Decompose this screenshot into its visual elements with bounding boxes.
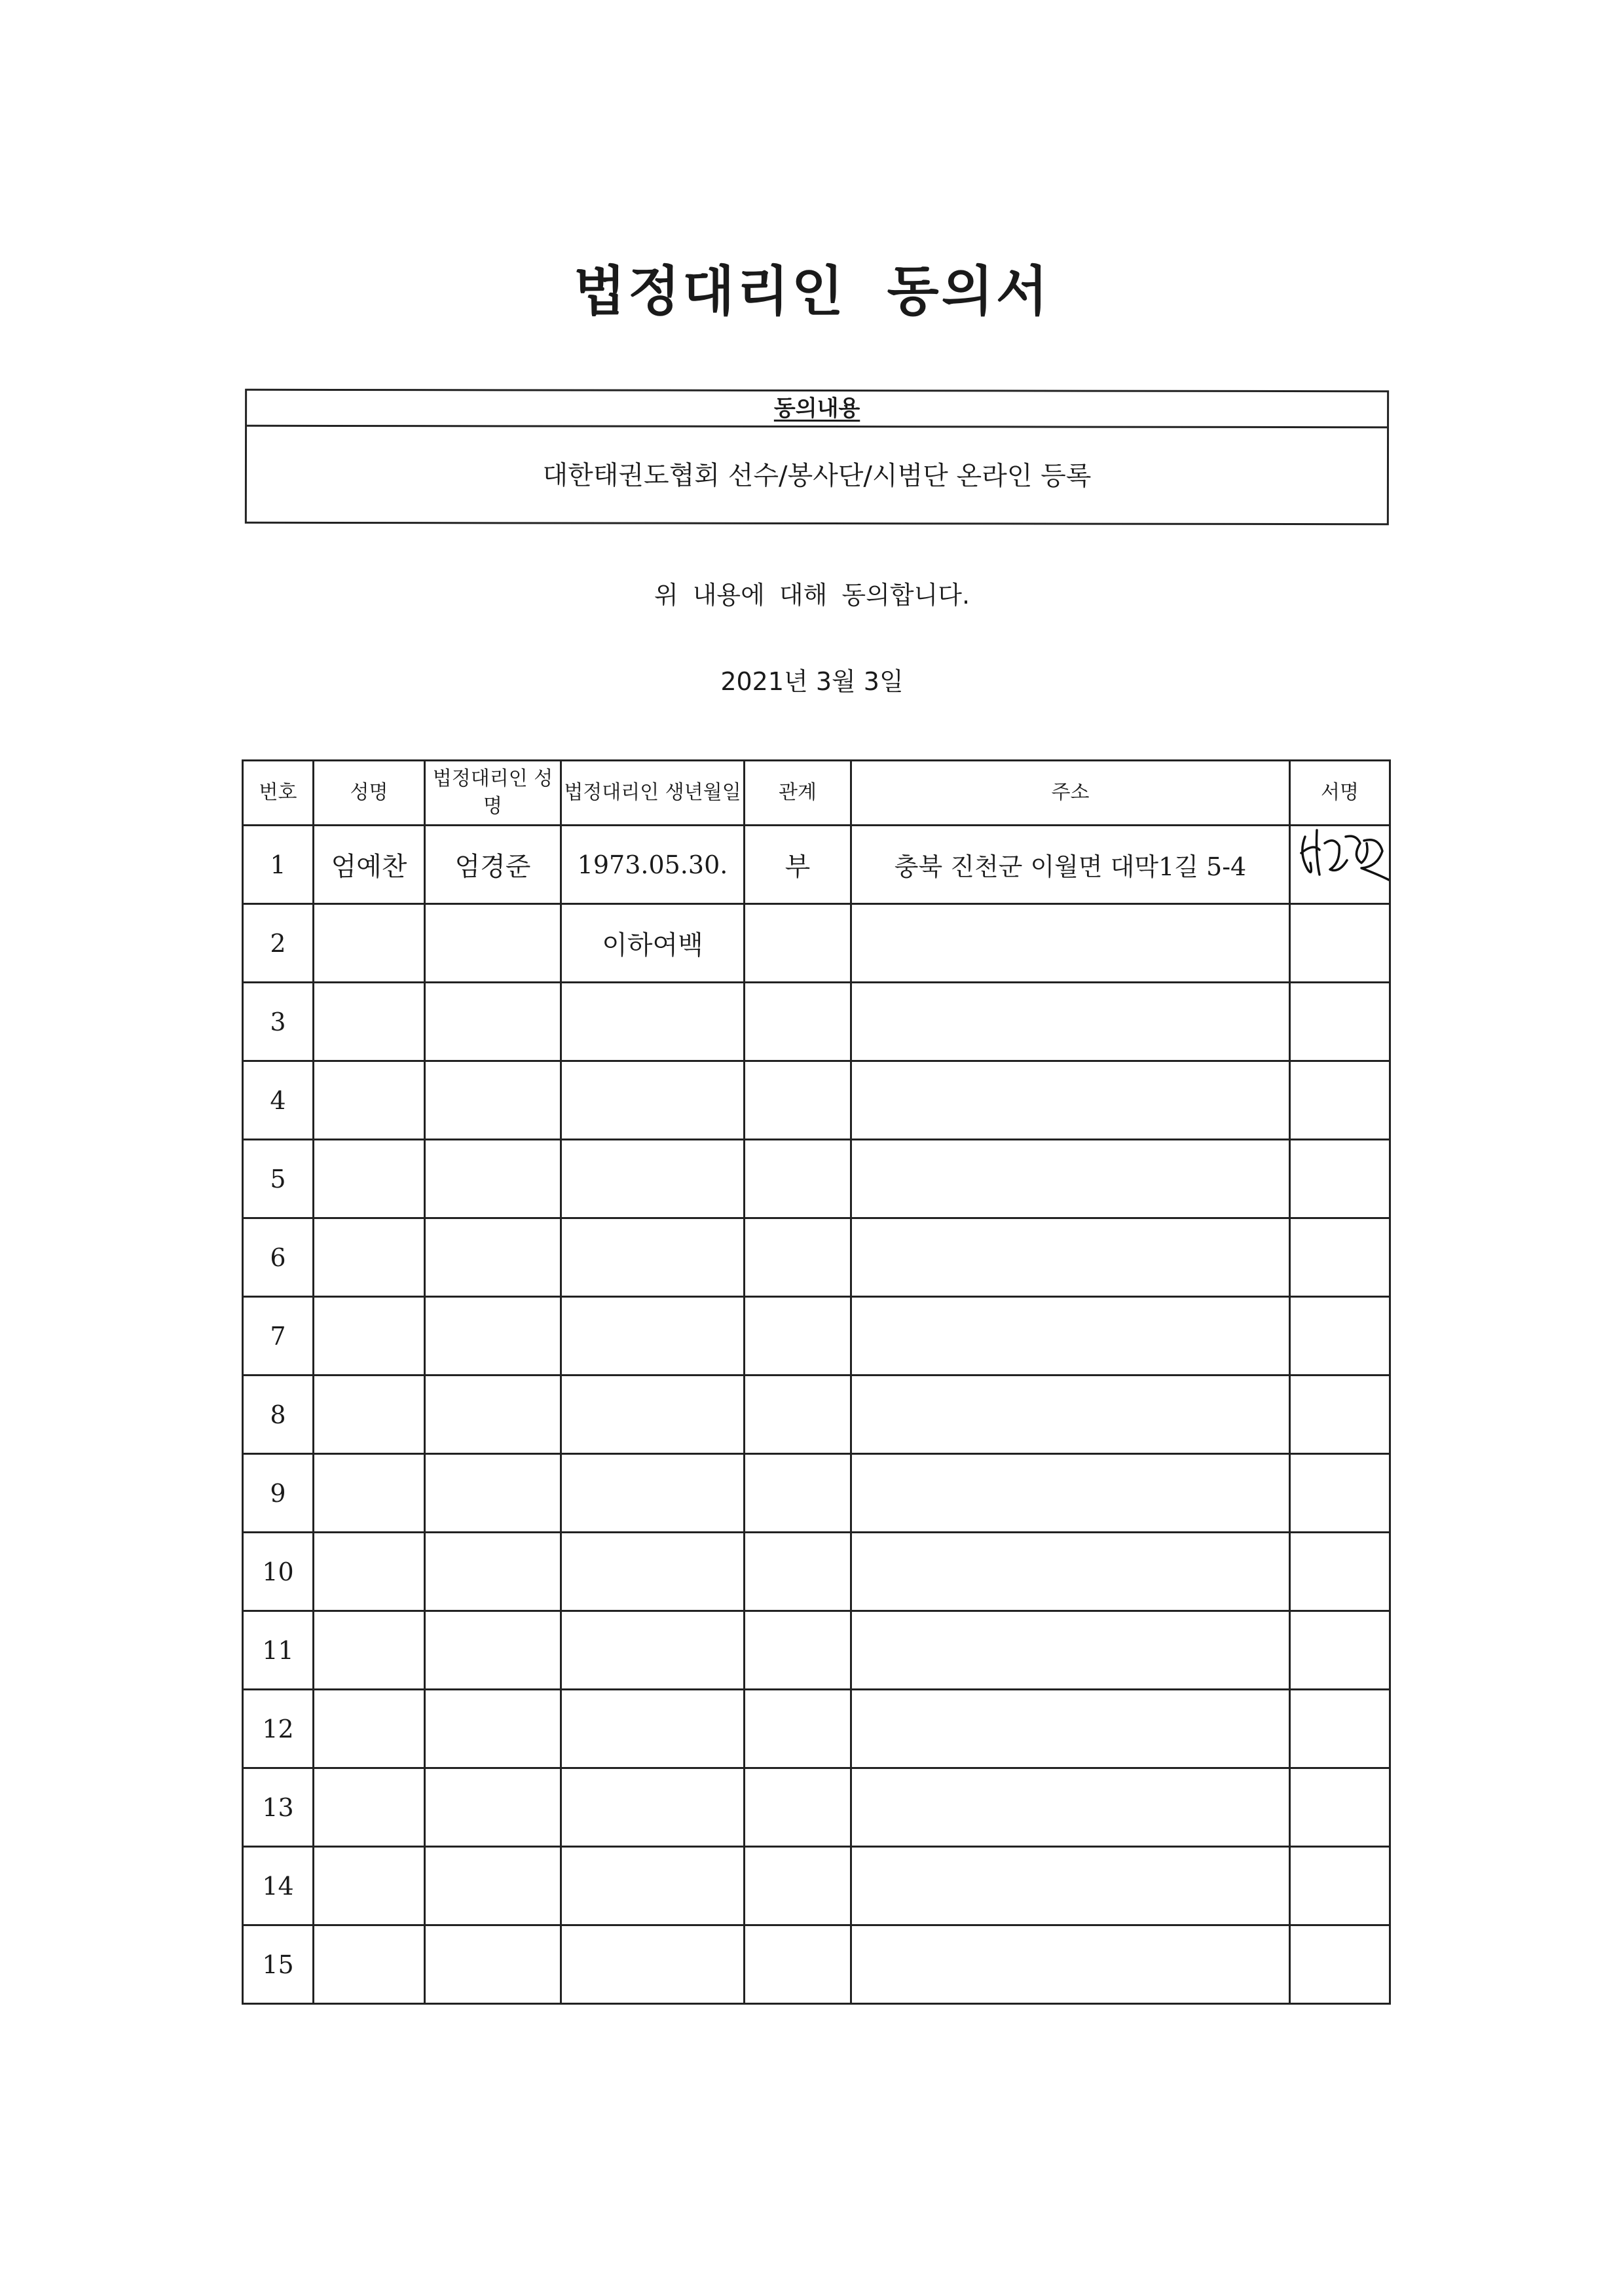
cell-no: 4	[243, 1061, 314, 1140]
cell-guardian-birth	[561, 1611, 745, 1690]
col-header-guardian-birth: 법정대리인 생년월일	[561, 761, 745, 826]
cell-relation	[745, 1376, 851, 1454]
cell-address	[851, 1140, 1290, 1218]
cell-guardian-name	[425, 1690, 561, 1768]
cell-guardian-birth: 이하여백	[561, 904, 745, 983]
cell-no: 10	[243, 1533, 314, 1611]
table-row	[243, 1218, 1390, 1297]
cell-address	[851, 1847, 1290, 1925]
cell-name: 엄예찬	[314, 826, 425, 904]
cell-signature	[1290, 1768, 1390, 1847]
cell-address	[851, 1925, 1290, 2004]
cell-relation	[745, 1533, 851, 1611]
table-row	[243, 1533, 1390, 1611]
cell-address	[851, 1061, 1290, 1140]
cell-signature	[1290, 1454, 1390, 1533]
cell-name	[314, 1847, 425, 1925]
cell-guardian-name	[425, 1611, 561, 1690]
cell-relation	[745, 1454, 851, 1533]
cell-no: 9	[243, 1454, 314, 1533]
cell-guardian-name	[425, 1533, 561, 1611]
cell-address	[851, 904, 1290, 983]
consent-content-box	[245, 389, 1389, 525]
cell-guardian-name	[425, 1297, 561, 1376]
consent-header-label: 동의내용	[773, 395, 860, 422]
cell-name	[314, 1140, 425, 1218]
table-row	[243, 1140, 1390, 1218]
cell-address	[851, 1768, 1290, 1847]
table-row	[243, 1768, 1390, 1847]
cell-relation	[745, 1925, 851, 2004]
cell-relation	[745, 1061, 851, 1140]
table-row	[243, 1690, 1390, 1768]
cell-name	[314, 1454, 425, 1533]
cell-no: 15	[243, 1925, 314, 2004]
agreement-statement: 위 내용에 대해 동의합니다.	[654, 581, 970, 610]
cell-signature	[1290, 826, 1390, 904]
cell-no: 8	[243, 1376, 314, 1454]
cell-no: 12	[243, 1690, 314, 1768]
table-row	[243, 983, 1390, 1061]
col-header-no: 번호	[243, 761, 314, 826]
cell-address	[851, 983, 1290, 1061]
cell-guardian-birth: 1973.05.30.	[561, 826, 745, 904]
cell-no: 14	[243, 1847, 314, 1925]
cell-name	[314, 1690, 425, 1768]
table-row	[243, 1925, 1390, 2004]
cell-name	[314, 1611, 425, 1690]
cell-address: 충북 진천군 이월면 대막1길 5-4	[851, 826, 1290, 904]
table-header-row	[243, 761, 1390, 826]
cell-guardian-name	[425, 1218, 561, 1297]
cell-signature	[1290, 1140, 1390, 1218]
cell-guardian-birth	[561, 1454, 745, 1533]
cell-guardian-birth	[561, 1925, 745, 2004]
cell-relation: 부	[745, 826, 851, 904]
cell-relation	[745, 904, 851, 983]
cell-relation	[745, 1847, 851, 1925]
cell-guardian-name	[425, 1140, 561, 1218]
cell-no: 1	[243, 826, 314, 904]
cell-guardian-birth	[561, 1768, 745, 1847]
cell-relation	[745, 983, 851, 1061]
table-row	[243, 1376, 1390, 1454]
cell-signature	[1290, 1297, 1390, 1376]
table-row	[243, 1611, 1390, 1690]
cell-no: 11	[243, 1611, 314, 1690]
table-row	[243, 1061, 1390, 1140]
table-row	[243, 1454, 1390, 1533]
cell-signature	[1290, 1061, 1390, 1140]
cell-guardian-name	[425, 904, 561, 983]
cell-address	[851, 1611, 1290, 1690]
cell-guardian-name	[425, 1376, 561, 1454]
cell-no: 3	[243, 983, 314, 1061]
cell-guardian-birth	[561, 1690, 745, 1768]
cell-address	[851, 1297, 1290, 1376]
cell-signature	[1290, 1925, 1390, 2004]
cell-signature	[1290, 1533, 1390, 1611]
cell-guardian-birth	[561, 1140, 745, 1218]
cell-address	[851, 1454, 1290, 1533]
cell-signature	[1290, 1376, 1390, 1454]
cell-name	[314, 1061, 425, 1140]
cell-name	[314, 1768, 425, 1847]
cell-guardian-birth	[561, 1847, 745, 1925]
cell-guardian-name	[425, 1454, 561, 1533]
cell-guardian-name	[425, 1768, 561, 1847]
cell-no: 6	[243, 1218, 314, 1297]
cell-relation	[745, 1140, 851, 1218]
handwritten-signature	[1291, 826, 1389, 903]
cell-address	[851, 1376, 1290, 1454]
cell-signature	[1290, 1847, 1390, 1925]
guardian-table	[242, 759, 1391, 2005]
cell-signature	[1290, 1611, 1390, 1690]
cell-guardian-birth	[561, 1376, 745, 1454]
cell-guardian-birth	[561, 983, 745, 1061]
cell-name	[314, 1925, 425, 2004]
cell-address	[851, 1690, 1290, 1768]
cell-name	[314, 983, 425, 1061]
col-header-guardian-name: 법정대리인 성명	[425, 761, 561, 826]
cell-no: 13	[243, 1768, 314, 1847]
table-row	[243, 904, 1390, 983]
page-title: 법정대리인 동의서	[573, 261, 1051, 323]
cell-relation	[745, 1690, 851, 1768]
cell-guardian-name	[425, 1847, 561, 1925]
cell-guardian-birth	[561, 1297, 745, 1376]
cell-name	[314, 1376, 425, 1454]
cell-signature	[1290, 1218, 1390, 1297]
cell-name	[314, 1218, 425, 1297]
cell-guardian-name	[425, 1061, 561, 1140]
cell-guardian-name	[425, 1925, 561, 2004]
cell-relation	[745, 1218, 851, 1297]
table-row	[243, 1297, 1390, 1376]
cell-guardian-birth	[561, 1533, 745, 1611]
cell-guardian-name	[425, 983, 561, 1061]
cell-address	[851, 1218, 1290, 1297]
table-row	[243, 826, 1390, 904]
consent-body: 대한태권도협회 선수/봉사단/시범단 온라인 등록	[542, 460, 1092, 492]
cell-name	[314, 904, 425, 983]
col-header-relation: 관계	[745, 761, 851, 826]
cell-name	[314, 1297, 425, 1376]
signature-icon	[1293, 826, 1390, 890]
table-row	[243, 1847, 1390, 1925]
cell-signature	[1290, 904, 1390, 983]
cell-no: 2	[243, 904, 314, 983]
document-date: 2021년 3월 3일	[720, 667, 904, 696]
cell-relation	[745, 1297, 851, 1376]
cell-name	[314, 1533, 425, 1611]
cell-signature	[1290, 983, 1390, 1061]
cell-address	[851, 1533, 1290, 1611]
col-header-address: 주소	[851, 761, 1290, 826]
cell-no: 7	[243, 1297, 314, 1376]
col-header-signature: 서명	[1290, 761, 1390, 826]
cell-relation	[745, 1768, 851, 1847]
col-header-name: 성명	[314, 761, 425, 826]
consent-header	[247, 391, 1387, 428]
cell-no: 5	[243, 1140, 314, 1218]
cell-guardian-birth	[561, 1218, 745, 1297]
cell-guardian-name: 엄경준	[425, 826, 561, 904]
cell-guardian-birth	[561, 1061, 745, 1140]
cell-relation	[745, 1611, 851, 1690]
cell-signature	[1290, 1690, 1390, 1768]
